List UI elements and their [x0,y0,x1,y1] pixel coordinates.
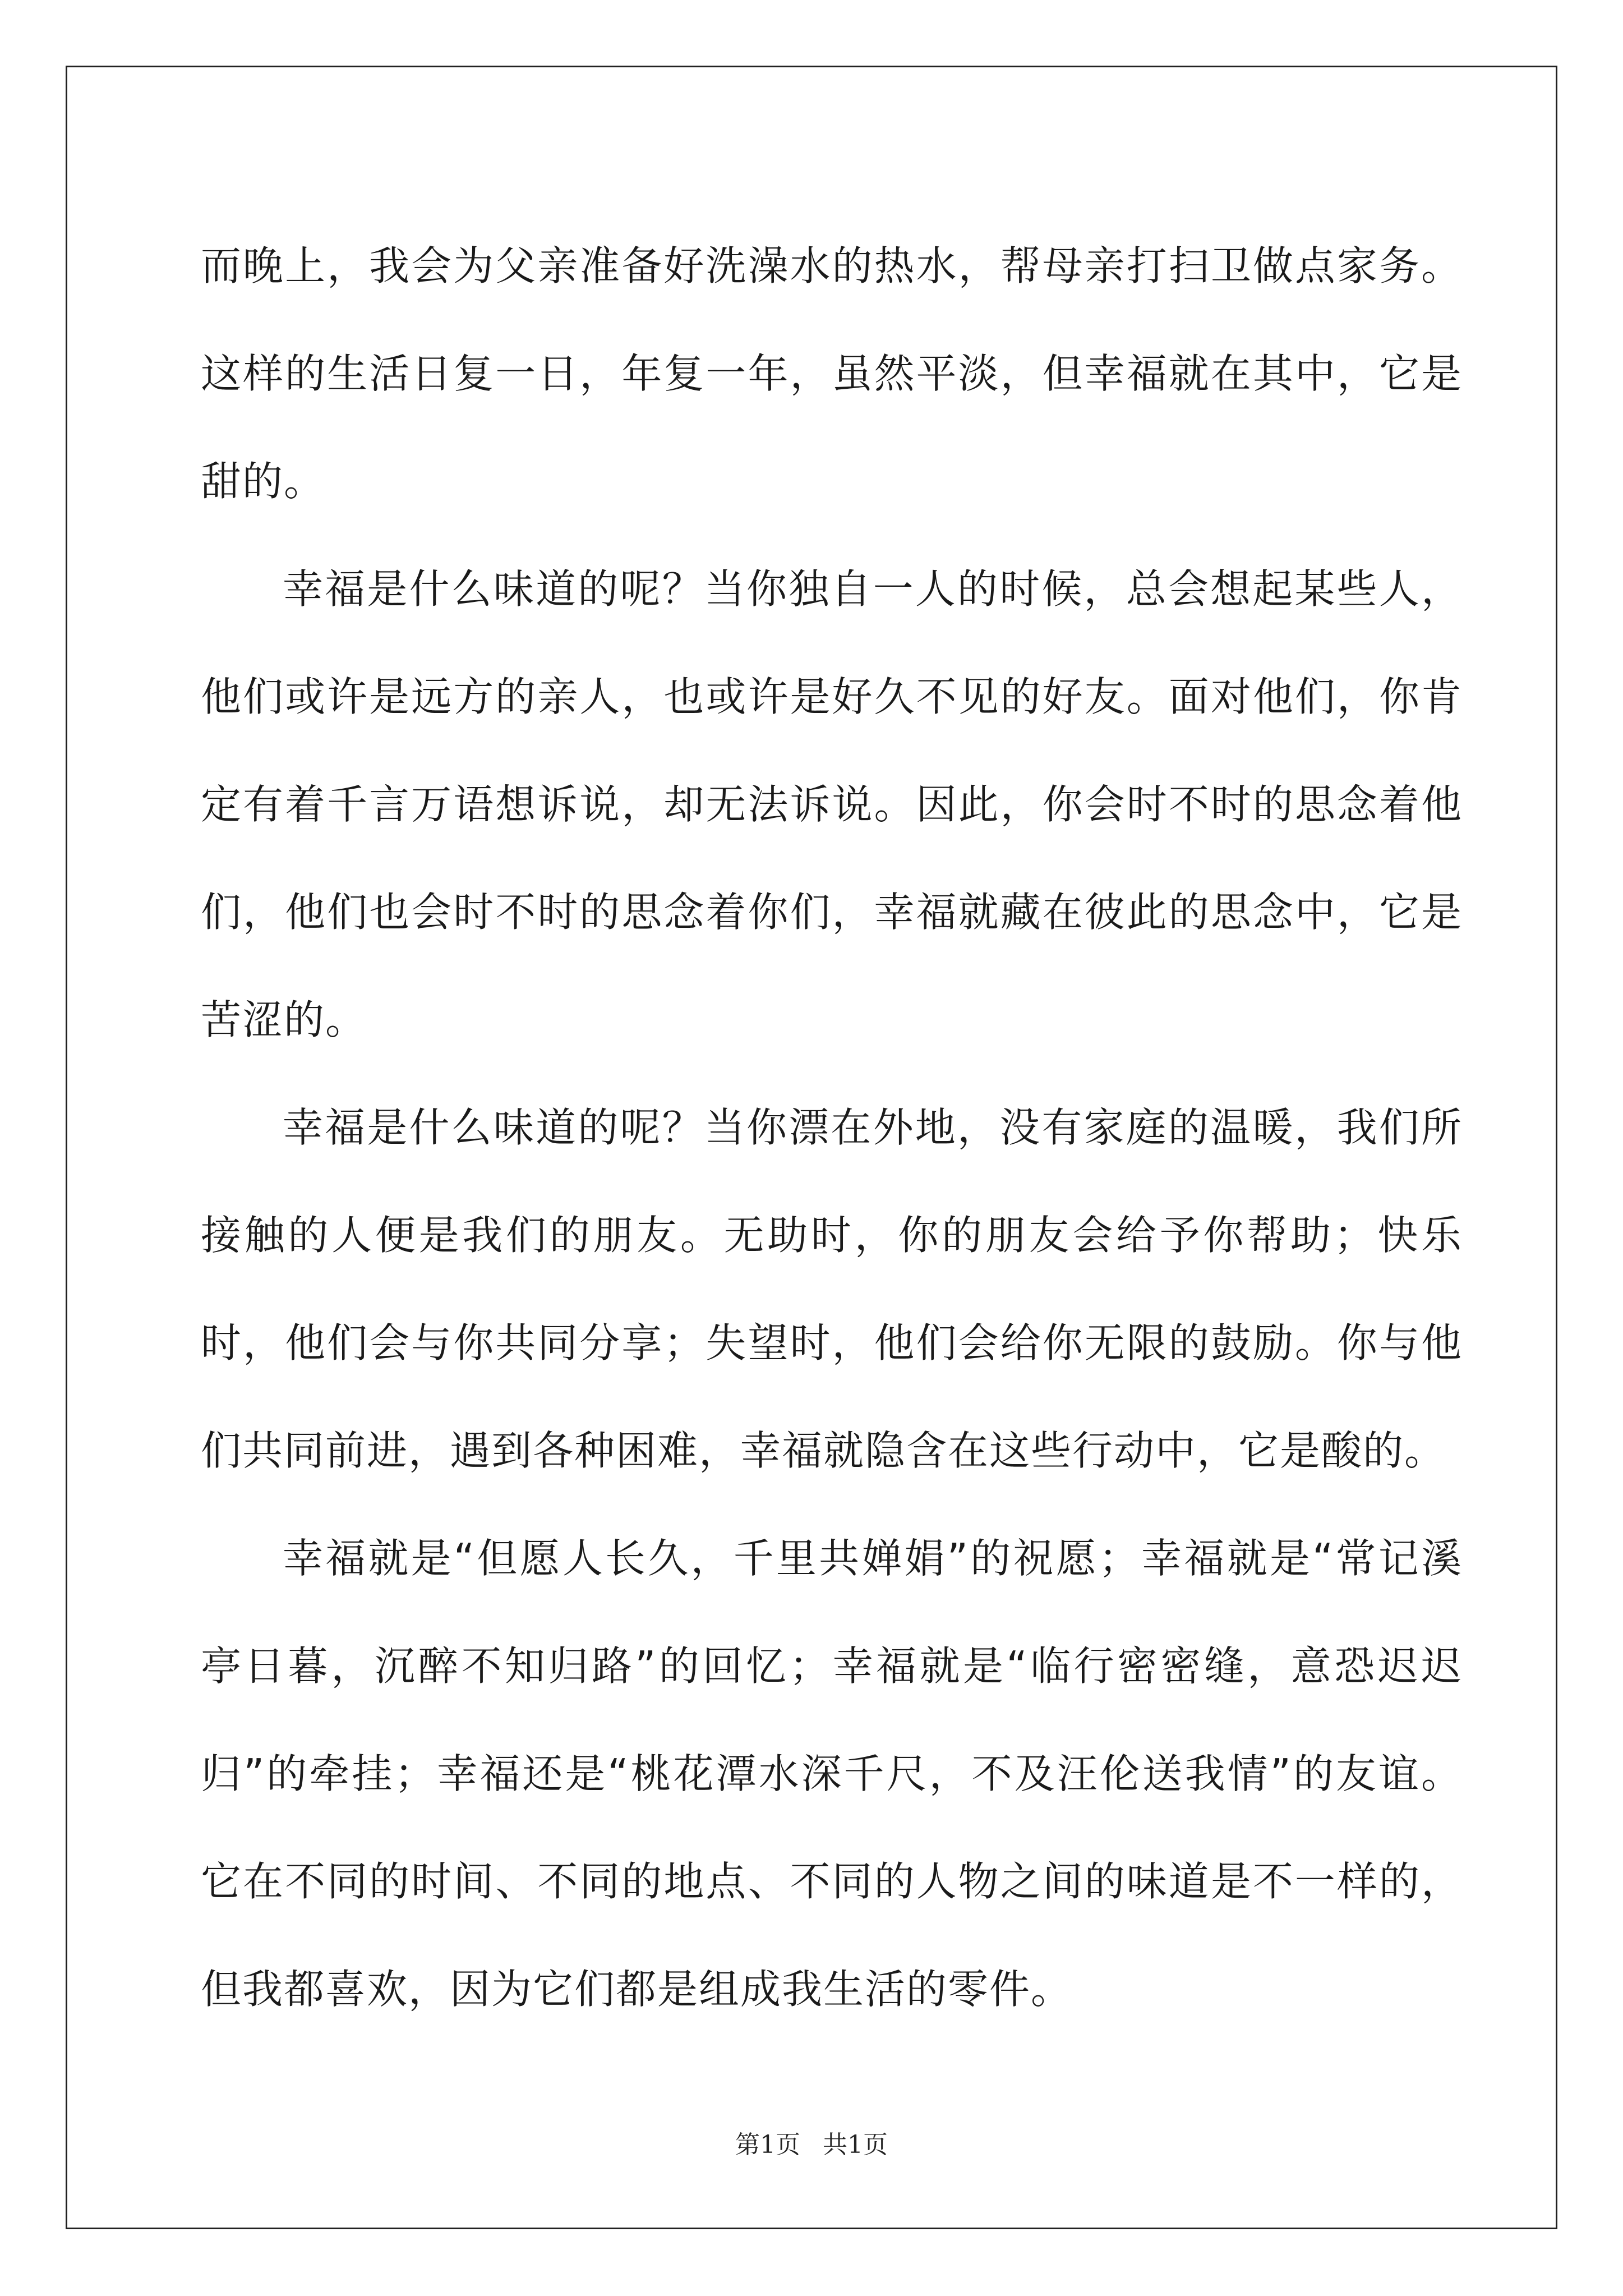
paragraph-3: 幸福是什么味道的呢？当你漂在外地，没有家庭的温暖，我们所接触的人便是我们的朋友。无助时，你的朋友会给予你帮助；快乐时，他们会与你共同分享；失望时，他们会给你无限的鼓励。你与他们共同前进，遇到各种困难，幸福就隐含在这些行动中，它是酸的。 [201,1104,1463,1474]
page-number: 第1页 [735,2131,800,2159]
paragraph-1: 而晚上，我会为父亲准备好洗澡水的热水，帮母亲打扫卫做点家务。这样的生活日复一日，年复一年，虽然平淡，但幸福就在其中，它是甜的。 [201,242,1463,505]
page-footer [0,2124,1623,2160]
document-body [201,212,1463,2043]
paragraph-2: 幸福是什么味道的呢？当你独自一人的时候，总会想起某些人，他们或许是远方的亲人，也或许是好久不见的好友。面对他们，你肯定有着千言万语想诉说，却无法诉说。因此，你会时不时的思念着他们，他们也会时不时的思念着你们，幸福就藏在彼此的思念中，它是苦涩的。 [201,565,1463,1043]
page-total: 共1页 [823,2131,888,2159]
paragraph-4: 幸福就是“但愿人长久，千里共婵娟”的祝愿；幸福就是“常记溪亭日暮，沉醉不知归路”的回忆；幸福就是“临行密密缝，意恐迟迟归”的牵挂；幸福还是“桃花潭水深千尺，不及汪伦送我情”的友谊。它在不同的时间、不同的地点、不同的人物之间的味道是不一样的，但我都喜欢，因为它们都是组成我生活的零件。 [201,1535,1463,2013]
